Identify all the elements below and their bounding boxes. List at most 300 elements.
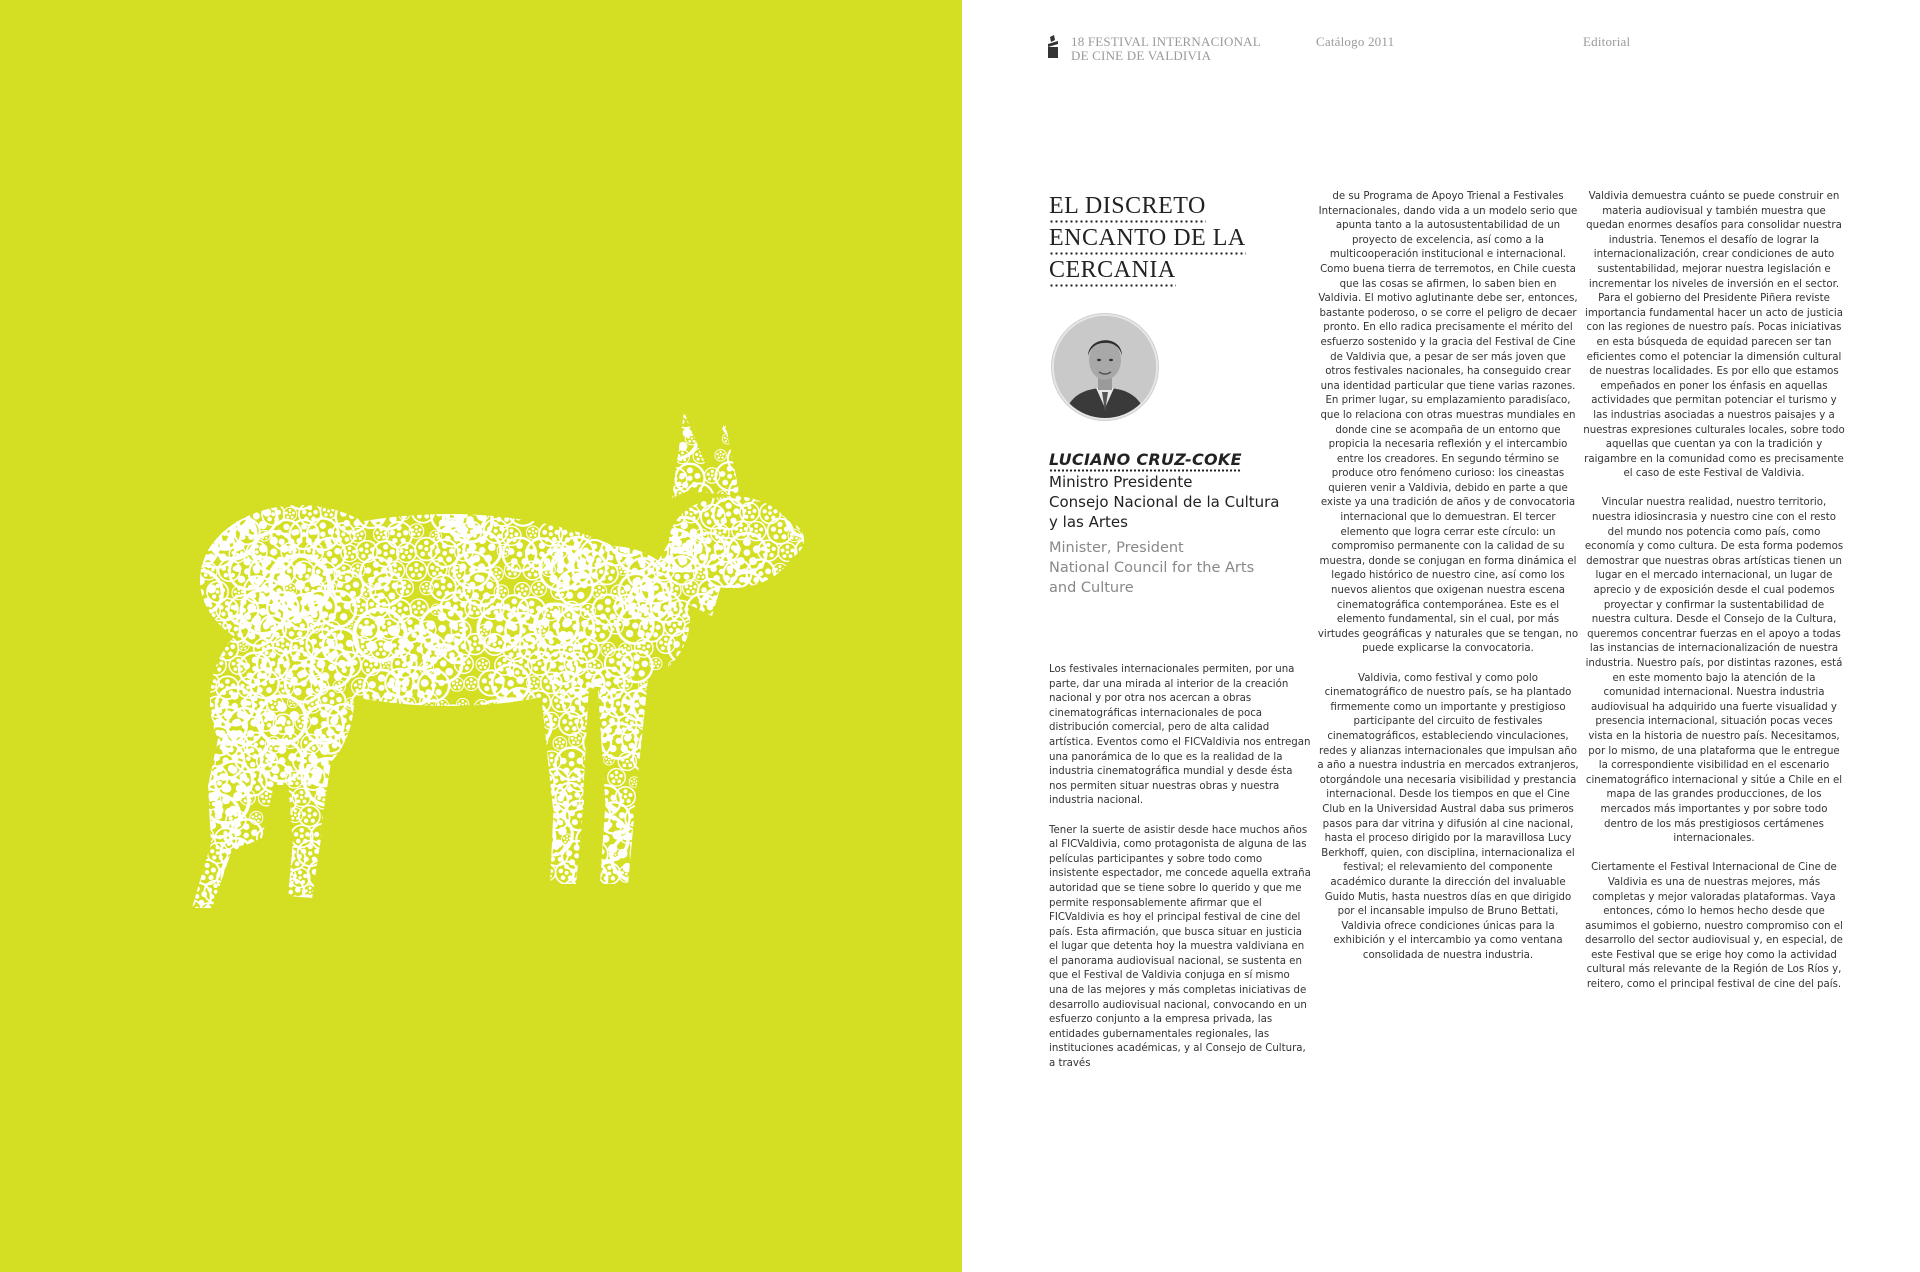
film-reel-icon	[600, 418, 637, 455]
film-reel-icon	[543, 904, 559, 920]
film-reel-icon	[754, 802, 786, 834]
film-reel-icon	[353, 715, 371, 733]
film-reel-icon	[217, 904, 238, 925]
film-reel-icon	[601, 903, 619, 921]
film-reel-icon	[630, 467, 644, 481]
film-reel-icon	[446, 829, 461, 844]
film-reel-icon	[370, 409, 390, 429]
film-reel-icon	[735, 869, 748, 882]
film-reel-icon	[341, 398, 379, 436]
film-reel-icon	[272, 790, 296, 814]
film-reel-icon	[469, 866, 484, 881]
film-reel-icon	[797, 882, 819, 904]
film-reel-icon	[246, 886, 265, 905]
film-reel-icon	[502, 827, 518, 843]
film-reel-icon	[745, 833, 791, 879]
film-reel-icon	[706, 886, 718, 898]
film-reel-icon	[370, 421, 401, 452]
film-reel-icon	[447, 448, 459, 460]
film-reel-icon	[664, 615, 685, 636]
film-reel-icon	[513, 733, 528, 748]
film-reel-icon	[447, 844, 476, 873]
film-reel-icon	[747, 864, 773, 890]
film-reel-icon	[283, 507, 297, 521]
film-reel-icon	[779, 583, 794, 598]
film-reel-icon	[788, 576, 819, 607]
film-reel-icon	[397, 543, 417, 563]
film-reel-icon	[348, 723, 385, 760]
film-reel-icon	[769, 420, 807, 458]
film-reel-icon	[483, 786, 505, 808]
film-reel-icon	[558, 444, 585, 471]
film-reel-icon	[636, 421, 667, 452]
film-reel-icon	[170, 581, 183, 594]
catalog-label: Catálogo 2011	[1316, 34, 1395, 49]
film-reel-icon	[795, 538, 822, 565]
film-reel-icon	[635, 445, 654, 464]
film-reel-icon	[298, 841, 324, 867]
film-reel-icon	[790, 769, 817, 796]
film-reel-icon	[677, 842, 705, 870]
film-reel-icon	[364, 471, 378, 485]
film-reel-icon	[435, 391, 453, 409]
film-reel-icon	[742, 619, 758, 635]
film-reel-icon	[752, 639, 772, 659]
film-reel-icon	[575, 900, 599, 924]
film-reel-icon	[435, 807, 456, 828]
film-reel-icon	[376, 387, 399, 410]
film-reel-icon	[741, 886, 759, 904]
film-reel-icon	[724, 712, 750, 738]
film-reel-icon	[718, 697, 737, 716]
film-reel-icon	[563, 879, 591, 907]
film-reel-icon	[768, 792, 789, 813]
film-reel-icon	[181, 900, 202, 921]
film-reel-icon	[338, 777, 384, 823]
film-reel-icon	[338, 741, 376, 779]
film-reel-icon	[479, 900, 502, 923]
film-reel-icon	[657, 755, 668, 766]
film-reel-icon	[618, 447, 639, 468]
film-reel-icon	[527, 387, 552, 412]
film-reel-icon	[752, 689, 786, 723]
title-line: ENCANTO DE LA	[1049, 225, 1246, 255]
film-reel-icon	[156, 632, 188, 664]
film-reel-icon	[730, 387, 761, 418]
film-reel-icon	[601, 456, 635, 490]
film-reel-icon	[473, 880, 498, 905]
film-reel-icon	[375, 909, 389, 923]
film-reel-icon	[615, 380, 660, 425]
film-reel-icon	[778, 769, 794, 785]
film-reel-icon	[368, 748, 394, 774]
film-reel-icon	[367, 835, 404, 872]
film-reel-icon	[250, 378, 293, 421]
film-reel-icon	[576, 826, 603, 853]
film-reel-icon	[286, 478, 317, 509]
film-reel-icon	[476, 658, 490, 672]
film-reel-icon	[781, 860, 811, 890]
film-reel-icon	[676, 803, 706, 833]
film-reel-icon	[633, 898, 661, 926]
film-reel-icon	[455, 388, 475, 408]
film-reel-icon	[642, 881, 668, 907]
film-reel-icon	[399, 893, 436, 930]
film-reel-icon	[411, 829, 424, 842]
film-reel-icon	[492, 467, 507, 482]
film-reel-icon	[674, 829, 693, 848]
film-reel-icon	[526, 463, 555, 492]
article-column-3	[1583, 190, 1845, 1007]
film-reel-icon	[647, 820, 679, 852]
film-reel-icon	[489, 388, 516, 415]
film-reel-icon	[436, 479, 468, 511]
film-reel-icon	[185, 503, 206, 524]
film-reel-icon	[304, 428, 321, 445]
film-reel-icon	[690, 407, 708, 425]
film-reel-icon	[373, 727, 400, 754]
film-reel-icon	[693, 752, 710, 769]
film-reel-icon	[199, 903, 219, 923]
film-reel-icon	[205, 425, 234, 454]
film-reel-icon	[234, 418, 277, 461]
film-reel-icon	[198, 753, 215, 770]
film-reel-icon	[786, 789, 806, 809]
author-name: LUCIANO CRUZ-COKE	[1049, 450, 1242, 472]
film-reel-icon	[491, 699, 534, 742]
film-clapper-icon	[1046, 35, 1060, 59]
film-reel-icon	[662, 884, 684, 906]
film-reel-icon	[387, 444, 411, 468]
film-reel-icon	[642, 768, 668, 794]
film-reel-icon	[245, 400, 284, 439]
film-reel-icon	[738, 398, 781, 441]
film-reel-icon	[246, 468, 267, 489]
film-reel-icon	[378, 743, 413, 778]
role-line: and Culture	[1049, 580, 1134, 596]
film-reel-icon	[584, 842, 608, 866]
film-reel-icon	[384, 775, 396, 787]
film-reel-icon	[767, 721, 812, 766]
film-reel-icon	[218, 483, 236, 501]
film-reel-icon	[629, 777, 639, 787]
film-reel-icon	[810, 641, 826, 657]
film-reel-icon	[718, 650, 746, 678]
film-reel-icon	[584, 425, 614, 455]
film-reel-icon	[745, 698, 758, 711]
film-reel-icon	[729, 479, 756, 506]
film-reel-icon	[426, 408, 444, 426]
film-reel-icon	[514, 432, 529, 447]
film-reel-icon	[510, 816, 554, 860]
film-reel-icon	[802, 707, 829, 734]
film-reel-icon	[410, 382, 441, 413]
film-reel-icon	[554, 886, 565, 897]
film-reel-icon	[204, 881, 226, 903]
film-reel-icon	[488, 877, 518, 907]
film-reel-icon	[458, 735, 474, 751]
film-reel-icon	[736, 463, 758, 485]
film-reel-icon	[634, 410, 653, 429]
film-reel-icon	[539, 864, 555, 880]
film-reel-icon	[255, 442, 278, 465]
film-reel-icon	[193, 852, 204, 863]
film-reel-icon	[331, 827, 350, 846]
film-reel-icon	[805, 676, 821, 692]
section-label: Editorial	[1583, 34, 1631, 49]
film-reel-icon	[578, 447, 599, 468]
film-reel-icon	[436, 885, 460, 909]
film-reel-icon	[421, 823, 447, 849]
film-reel-icon	[258, 790, 274, 806]
film-reel-icon	[440, 408, 466, 434]
paragraph: Ciertamente el Festival Internacional de Cine de Valdivia es una de nuestras mejores, más completas y mejor valoradas plataformas. Vaya entonces, cómo lo hemos hecho desde que asumimos el gobierno, nuestro compromiso con el desarrollo del sector audiovisual y, en especial, de este Festival que se erige hoy como la actividad cultural más relevante de la Región de Los Ríos y, reitero, como el principal festival de cine del país.	[1585, 862, 1843, 991]
film-reel-icon	[470, 464, 491, 485]
film-reel-icon	[590, 886, 605, 901]
film-reel-icon	[554, 470, 569, 485]
film-reel-icon	[570, 391, 583, 404]
film-reel-icon	[219, 454, 230, 465]
film-reel-icon	[385, 898, 411, 924]
film-reel-icon	[659, 893, 704, 938]
film-reel-icon	[417, 773, 433, 789]
film-reel-icon	[157, 559, 185, 587]
film-reel-icon	[403, 442, 435, 474]
film-reel-icon	[781, 480, 813, 512]
film-reel-icon	[329, 449, 350, 470]
film-reel-icon	[260, 838, 293, 871]
film-reel-icon	[798, 734, 814, 750]
film-reel-icon	[417, 850, 429, 862]
film-reel-icon	[295, 455, 336, 496]
film-reel-icon	[450, 677, 464, 691]
film-reel-icon	[801, 697, 815, 711]
paragraph: Valdivia demuestra cuánto se puede construir en materia audiovisual y también muestra que quedan enormes desafíos para consolidar nuestra industria. Tenemos el desafío de lograr la internacionalización, crear condiciones de auto sustentabilidad, mejorar nuestra legislación e incrementar los niveles de inversión en el sector. Para el gobierno del Presidente Piñera reviste importancia fundamental hacer un acto de justicia con las regiones de nuestro país. Pocas iniciativas en esta búsqueda de equidad parecen ser tan eficientes como el potenciar la dimensión cultural de nuestras localidades. Es por ello que estamos empeñados en poner los énfasis en aquellas actividades que permitan potenciar el turismo y las industrias asociadas a nuestros paisajes y a nuestras expresiones culturales locales, sobre todo aquellas que cuentan ya con la tradición y raigambre en la comunidad como es precisamente el caso de este Festival de Valdivia.	[1583, 191, 1845, 480]
film-reel-icon	[518, 896, 549, 927]
film-reel-icon	[408, 717, 424, 733]
film-reel-icon	[336, 758, 347, 769]
film-reel-icon	[171, 697, 188, 714]
film-reel-icon	[226, 879, 250, 903]
film-reel-icon	[640, 871, 653, 884]
film-reel-icon	[419, 480, 447, 508]
film-reel-icon	[430, 575, 456, 601]
film-reel-icon	[538, 384, 575, 421]
film-reel-icon	[176, 790, 199, 813]
film-reel-icon	[186, 729, 214, 757]
film-reel-icon	[463, 750, 488, 775]
film-reel-icon	[391, 384, 422, 415]
film-reel-icon	[512, 780, 548, 816]
film-reel-icon	[268, 440, 301, 473]
film-reel-icon	[491, 398, 528, 435]
film-reel-icon	[756, 428, 781, 453]
film-reel-icon	[165, 524, 179, 538]
film-reel-icon	[314, 384, 343, 413]
film-reel-icon	[581, 381, 614, 414]
film-reel-icon	[767, 599, 784, 616]
film-reel-icon	[236, 905, 252, 921]
film-reel-icon	[736, 730, 764, 758]
film-reel-icon	[533, 733, 548, 748]
film-reel-icon	[595, 408, 614, 427]
film-reel-icon	[809, 488, 825, 504]
film-reel-icon	[426, 711, 449, 734]
film-reel-icon	[383, 469, 395, 481]
film-reel-icon	[766, 709, 789, 732]
film-reel-icon	[172, 706, 208, 742]
film-reel-icon	[351, 690, 381, 720]
film-reel-icon	[760, 503, 781, 524]
film-reel-icon	[427, 835, 468, 876]
film-reel-icon	[153, 858, 187, 892]
film-reel-icon	[168, 817, 204, 853]
film-reel-icon	[535, 850, 550, 865]
film-reel-icon	[559, 712, 582, 735]
film-reel-icon	[482, 484, 509, 511]
role-line: National Council for the Arts	[1049, 560, 1255, 576]
film-reel-icon	[741, 850, 757, 866]
film-reel-icon	[534, 441, 564, 471]
film-reel-icon	[431, 426, 457, 452]
film-reel-icon	[369, 878, 406, 915]
film-reel-icon	[786, 596, 812, 622]
film-reel-icon	[540, 483, 558, 501]
film-reel-icon	[665, 809, 679, 823]
film-reel-icon	[221, 387, 249, 415]
film-reel-icon	[785, 407, 810, 432]
film-reel-icon	[674, 405, 697, 428]
film-reel-icon	[688, 835, 732, 879]
film-reel-icon	[800, 404, 837, 441]
film-reel-icon	[681, 732, 704, 755]
film-reel-icon	[159, 800, 195, 836]
article-column-2	[1317, 190, 1579, 978]
film-reel-icon	[408, 800, 439, 831]
film-reel-icon	[571, 402, 608, 439]
film-reel-icon	[692, 899, 716, 923]
film-reel-icon	[340, 812, 355, 827]
film-reel-icon	[736, 808, 756, 828]
film-reel-icon	[206, 655, 226, 675]
film-reel-icon	[590, 774, 604, 788]
film-reel-icon	[463, 904, 482, 923]
film-reel-icon	[223, 616, 249, 642]
film-reel-icon	[795, 808, 816, 829]
film-reel-icon	[724, 741, 757, 774]
film-reel-icon	[404, 814, 415, 825]
film-reel-icon	[523, 411, 534, 422]
film-reel-icon	[717, 840, 747, 870]
film-reel-icon	[569, 733, 583, 747]
film-reel-icon	[157, 608, 202, 653]
film-reel-icon	[716, 731, 738, 753]
film-reel-icon	[493, 842, 516, 865]
film-reel-icon	[363, 442, 399, 478]
film-reel-icon	[504, 489, 519, 504]
film-reel-icon	[288, 896, 324, 932]
film-reel-icon	[449, 806, 478, 835]
film-reel-icon	[615, 489, 633, 507]
film-reel-icon	[156, 904, 179, 927]
film-reel-icon	[396, 579, 414, 597]
film-reel-icon	[161, 460, 193, 492]
film-reel-icon	[622, 504, 643, 525]
film-reel-icon	[279, 459, 306, 486]
film-reel-icon	[412, 730, 434, 752]
role-line: Ministro Presidente	[1049, 473, 1193, 491]
film-reel-icon	[161, 676, 180, 695]
film-reel-icon	[750, 750, 769, 769]
film-reel-icon	[733, 906, 750, 923]
film-reel-icon	[515, 809, 532, 826]
film-reel-icon	[504, 380, 540, 416]
film-reel-icon	[522, 487, 535, 500]
film-reel-icon	[499, 857, 529, 887]
film-reel-icon	[476, 701, 515, 740]
film-reel-icon	[812, 453, 824, 465]
film-reel-icon	[745, 776, 756, 787]
film-reel-icon	[504, 903, 524, 923]
film-reel-icon	[197, 449, 215, 467]
film-reel-icon	[769, 904, 785, 920]
film-reel-icon	[556, 899, 586, 929]
film-reel-icon	[697, 806, 720, 829]
film-reel-icon	[762, 662, 774, 674]
film-reel-icon	[508, 885, 529, 906]
film-reel-icon	[462, 481, 492, 511]
film-reel-icon	[705, 632, 730, 657]
film-reel-icon	[483, 749, 507, 773]
film-reel-icon	[559, 410, 577, 428]
film-reel-icon	[717, 807, 741, 831]
film-reel-icon	[452, 767, 475, 790]
film-reel-icon	[684, 818, 720, 854]
film-reel-icon	[601, 487, 612, 498]
role-line: Consejo Nacional de la Cultura	[1049, 493, 1280, 511]
film-reel-icon	[707, 671, 735, 699]
film-reel-icon	[790, 426, 817, 453]
paragraph: Los festivales internacionales permiten, por una parte, dar una mirada al interior de la creación nacional y por otra nos acercan a obras cinematográficas internacionales de poca distribución comercial, pero de alta calidad artística. Eventos como el FICValdivia nos entregan una panorámica de lo que es la realidad de la industria cinematográfica mundial y desde ésta nos permiten situar nuestras obras y nuestra industria nacional.	[1049, 664, 1311, 807]
film-reel-icon	[657, 450, 670, 463]
film-reel-icon	[669, 393, 679, 403]
film-reel-icon	[174, 861, 201, 888]
film-reel-icon	[152, 818, 187, 853]
film-reel-icon	[407, 485, 430, 508]
film-reel-icon	[313, 458, 351, 496]
film-reel-icon	[544, 768, 569, 793]
film-reel-icon	[265, 887, 284, 906]
film-reel-icon	[660, 694, 685, 719]
film-reel-icon	[359, 804, 382, 827]
film-reel-icon	[708, 746, 738, 776]
film-reel-icon	[395, 466, 413, 484]
role-line: Minister, President	[1049, 540, 1184, 556]
film-reel-icon	[577, 714, 596, 733]
film-reel-icon	[435, 466, 459, 490]
film-reel-icon	[414, 464, 439, 489]
film-reel-icon	[595, 445, 615, 465]
film-reel-icon	[712, 711, 733, 732]
film-reel-icon	[273, 380, 314, 421]
film-reel-icon	[693, 448, 708, 463]
film-reel-icon	[685, 432, 698, 445]
film-reel-icon	[664, 730, 683, 749]
film-reel-icon	[745, 824, 773, 852]
film-reel-icon	[311, 647, 352, 688]
film-reel-icon	[271, 404, 300, 433]
film-reel-icon	[183, 641, 200, 658]
